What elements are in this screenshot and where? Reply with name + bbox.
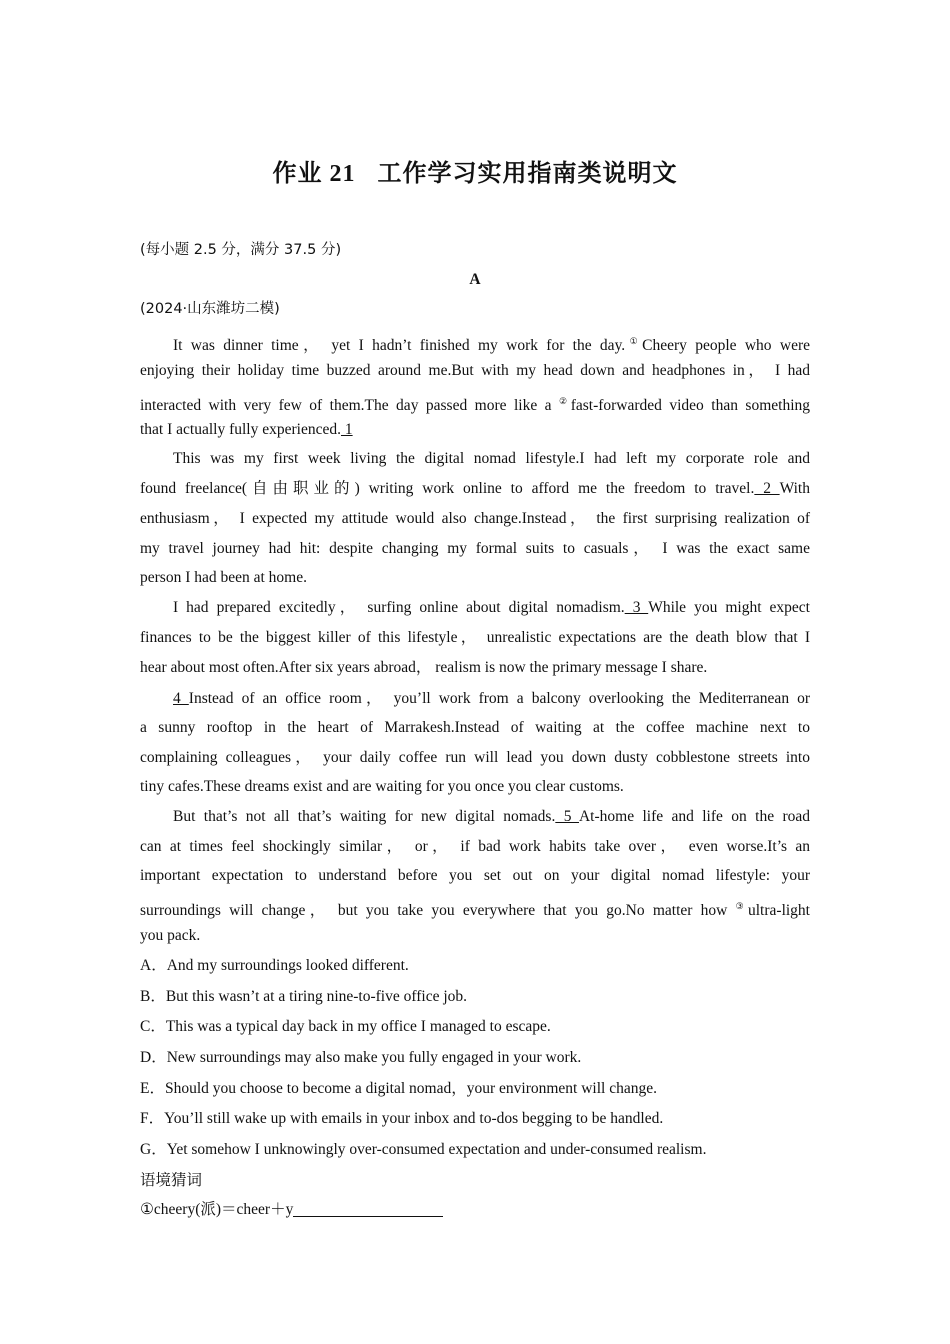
passage-line: But that’s not all that’s waiting for new digital nomads. 5 At-home life and life on the road [173,808,810,825]
option-d: D．New surroundings may also make you fully engaged in your work. [140,1049,582,1066]
vocab-heading: 语境猜词 [140,1171,203,1189]
passage-line: complaining colleagues， your daily coffee run will lead you down dusty cobblestone streets into [140,749,810,766]
option-g: G．Yet somehow I unknowingly over-consumed expectation and under-consumed realism. [140,1141,707,1158]
option-b: B．But this wasn’t at a tiring nine-to-five office job. [140,988,468,1005]
footnote-marker: ③ [735,901,748,911]
passage-line: person I had been at home. [140,569,307,586]
answer-blank: 1 [340,421,353,438]
passage-source: (2024·山东潍坊二模) [140,301,280,317]
passage-line: that I actually fully experienced. 1 [140,421,353,438]
assignment-number: 作业 21 [272,161,356,187]
score-note: (每小题 2.5 分，满分 37.5 分) [140,242,342,258]
passage-line: interacted with very few of them.The day passed more like a ②fast-forwarded video than something [140,396,810,414]
assignment-title: 工作学习实用指南类说明文 [377,159,678,187]
answer-blank: 4 [173,690,189,707]
passage-line: tiny cafes.These dreams exist and are waiting for you once you clear customs. [140,778,624,795]
page-title [140,153,810,188]
fill-in-blank[interactable] [293,1200,443,1217]
option-e: E．Should you choose to become a digital nomad，your environment will change. [140,1080,657,1097]
passage-line: This was my first week living the digital nomad lifestyle.I had left my corporate role and [173,450,810,467]
passage-line: important expectation to understand before you set out on your digital nomad lifestyle: your [140,867,810,884]
footnote-marker: ① [625,336,643,346]
passage-line: a sunny rooftop in the heart of Marrakesh.Instead of waiting at the coffee machine next to [140,719,810,736]
passage-line: 4 Instead of an office room， you’ll work from a balcony overlooking the Mediterranean or [173,690,811,707]
passage-line: finances to be the biggest killer of this lifestyle， unrealistic expectations are the death blow that I [140,629,810,646]
answer-blank: 2 [754,480,780,497]
option-a: A．And my surroundings looked different. [140,957,409,974]
option-f: F．You’ll still wake up with emails in your inbox and to-dos begging to be handled. [140,1110,664,1127]
passage-line: enjoying their holiday time buzzed around me.But with my head down and headphones in， I had [140,362,810,379]
passage-line: can at times feel shockingly similar， or， if bad work habits take over， even worse.It’s an [140,838,810,855]
answer-blank: 3 [624,599,649,616]
passage-line: found freelance(自由职业的) writing work online to afford me the freedom to travel. 2 With [140,480,810,497]
passage-line: surroundings will change， but you take you everywhere that you go.No matter how ③ultra-light [140,901,810,919]
footnote-marker: ② [559,396,571,406]
vocab-item: ①cheery(派)＝cheer＋y [140,1200,810,1220]
option-c: C．This was a typical day back in my office I managed to escape. [140,1018,551,1035]
section-heading: A [469,271,481,288]
passage-line: hear about most often.After six years abroad， realism is now the primary message I share. [140,659,708,676]
passage-line: you pack. [140,927,201,944]
answer-blank: 5 [555,808,579,825]
passage-line: It was dinner time， yet I hadn’t finished my work for the day.①Cheery people who were [173,336,810,354]
passage-line: I had prepared excitedly， surfing online about digital nomadism. 3 While you might expect [173,599,810,616]
passage-line: enthusiasm， I expected my attitude would also change.Instead， the first surprising realization of [140,510,810,527]
passage-line: my travel journey had hit: despite changing my formal suits to casuals， I was the exact same [140,540,810,557]
